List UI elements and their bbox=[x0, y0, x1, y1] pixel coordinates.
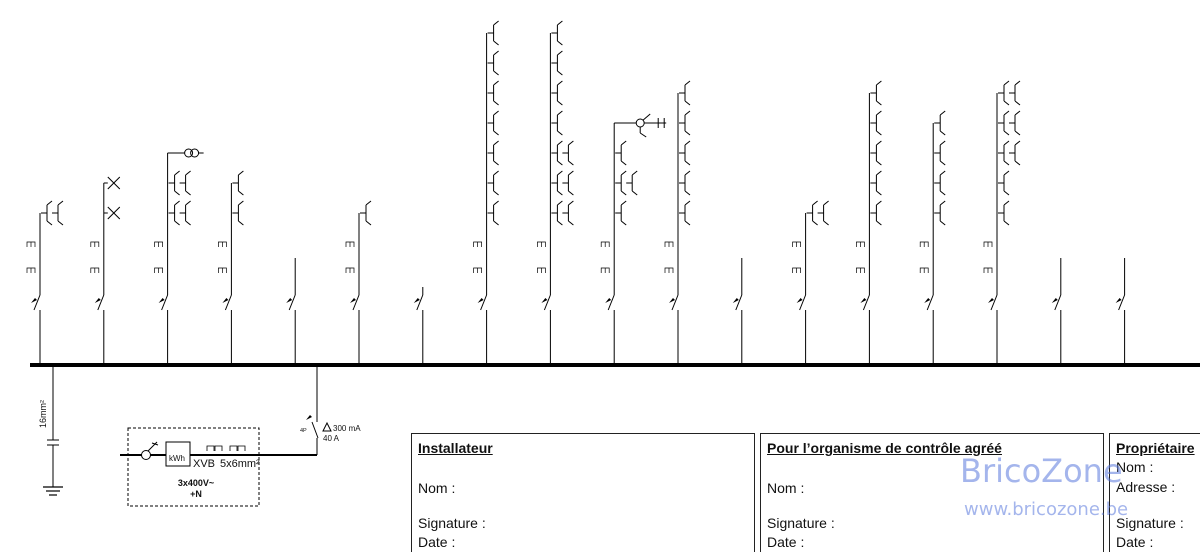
socket-icon bbox=[169, 171, 180, 195]
socket-icon bbox=[551, 81, 562, 105]
meter-cable-type: XVB bbox=[193, 458, 216, 470]
main-differential-breaker bbox=[300, 367, 361, 455]
circuit-p bbox=[984, 81, 1020, 365]
socket-icon bbox=[870, 111, 881, 135]
breaker-contact bbox=[34, 295, 40, 310]
watermark-url: www.bricozone.be bbox=[964, 499, 1129, 520]
circuit-a bbox=[27, 201, 63, 365]
socket-icon bbox=[934, 141, 945, 165]
breaker-contact bbox=[481, 295, 487, 310]
socket-icon bbox=[615, 141, 626, 165]
breaker-trip-mark bbox=[1052, 298, 1058, 303]
socket-icon bbox=[1009, 141, 1020, 165]
socket-icon bbox=[934, 111, 945, 135]
lamp-icon bbox=[636, 119, 644, 127]
socket-icon bbox=[551, 111, 562, 135]
circuit-f bbox=[346, 201, 371, 365]
inspection-name-label: Nom : bbox=[767, 480, 805, 496]
socket-icon bbox=[52, 201, 63, 225]
cable-duct-icon bbox=[27, 242, 35, 273]
cable-duct-icon bbox=[218, 242, 226, 273]
socket-icon bbox=[180, 201, 191, 225]
inspection-date-label: Date : bbox=[767, 534, 805, 550]
meter-box bbox=[128, 428, 260, 506]
breaker-contact bbox=[353, 295, 359, 310]
breaker-contact bbox=[544, 295, 550, 310]
lamp-drop bbox=[640, 127, 646, 137]
socket-icon bbox=[998, 81, 1009, 105]
circuit-j bbox=[601, 114, 666, 365]
socket-icon bbox=[551, 171, 562, 195]
installer-panel bbox=[411, 433, 755, 552]
breaker-contact bbox=[289, 295, 295, 310]
breaker-trip-mark bbox=[159, 298, 165, 303]
owner-name-label: Nom : bbox=[1116, 459, 1154, 475]
inspection-signature-label: Signature : bbox=[767, 515, 835, 531]
circuit-r bbox=[1116, 258, 1125, 365]
socket-icon bbox=[870, 81, 881, 105]
socket-icon bbox=[1009, 111, 1020, 135]
socket-icon bbox=[41, 201, 52, 225]
socket-icon bbox=[679, 111, 690, 135]
circuit-n bbox=[856, 81, 881, 365]
socket-icon bbox=[180, 171, 191, 195]
socket-icon bbox=[562, 201, 573, 225]
main-breaker-sensitivity: 300 mA bbox=[333, 424, 361, 433]
installer-name-label: Nom : bbox=[418, 480, 456, 496]
socket-icon bbox=[488, 21, 499, 45]
socket-icon bbox=[551, 141, 562, 165]
breaker-trip-mark bbox=[414, 298, 420, 303]
socket-icon bbox=[998, 171, 1009, 195]
energy-meter-label: kWh bbox=[169, 454, 185, 463]
earth-section-label: 16mm² bbox=[38, 399, 48, 428]
meter-cable-section: 5x6mm² bbox=[220, 458, 260, 470]
socket-icon bbox=[679, 201, 690, 225]
light-point-icon bbox=[104, 207, 120, 219]
light-point-icon bbox=[104, 177, 120, 189]
socket-icon bbox=[562, 171, 573, 195]
socket-icon bbox=[488, 81, 499, 105]
socket-icon bbox=[551, 51, 562, 75]
installer-title: Installateur bbox=[418, 440, 493, 456]
socket-icon bbox=[870, 201, 881, 225]
breaker-trip-mark bbox=[988, 298, 994, 303]
circuit-g bbox=[414, 287, 423, 365]
cable-duct-icon bbox=[155, 242, 163, 273]
cable-duct-icon bbox=[601, 242, 609, 273]
breaker-contact bbox=[1055, 295, 1061, 310]
socket-icon bbox=[679, 141, 690, 165]
circuit-c bbox=[155, 149, 204, 365]
cable-duct-icon bbox=[474, 242, 482, 273]
breaker-contact bbox=[608, 295, 614, 310]
breaker-trip-mark bbox=[286, 298, 292, 303]
breaker-trip-mark bbox=[95, 298, 101, 303]
socket-icon bbox=[562, 141, 573, 165]
cable-duct-icon bbox=[346, 242, 354, 273]
breaker-trip-mark bbox=[222, 298, 228, 303]
breaker-contact bbox=[225, 295, 231, 310]
socket-icon bbox=[870, 141, 881, 165]
usb-transformer-icon bbox=[191, 149, 199, 157]
circuit-k bbox=[665, 81, 690, 365]
socket-icon bbox=[626, 171, 637, 195]
socket-icon bbox=[488, 201, 499, 225]
socket-icon bbox=[488, 171, 499, 195]
cable-duct-icon bbox=[91, 242, 99, 273]
breaker-trip-mark bbox=[797, 298, 803, 303]
breaker-contact bbox=[927, 295, 933, 310]
socket-icon bbox=[615, 171, 626, 195]
socket-icon bbox=[488, 51, 499, 75]
circuit-m bbox=[793, 201, 829, 365]
socket-icon bbox=[679, 81, 690, 105]
socket-icon bbox=[551, 201, 562, 225]
owner-address-label: Adresse : bbox=[1116, 479, 1176, 495]
socket-icon bbox=[679, 171, 690, 195]
socket-icon bbox=[998, 141, 1009, 165]
breaker-trip-mark bbox=[733, 298, 739, 303]
socket-icon bbox=[232, 201, 243, 225]
inspection-title: Pour l’organisme de contrôle agréé bbox=[767, 440, 1002, 456]
socket-icon bbox=[807, 201, 818, 225]
socket-icon bbox=[818, 201, 829, 225]
socket-icon bbox=[551, 21, 562, 45]
breaker-contact bbox=[98, 295, 104, 310]
breaker-trip-mark bbox=[1116, 298, 1122, 303]
inspection-panel bbox=[760, 433, 1104, 552]
circuit-e bbox=[286, 258, 295, 365]
main-breaker-poles: 4P bbox=[300, 428, 307, 434]
lamp-socket bbox=[644, 118, 666, 128]
circuit-d bbox=[218, 171, 243, 365]
watermark-brand: BricoZone bbox=[960, 452, 1123, 490]
circuit-b bbox=[91, 177, 120, 365]
socket-icon bbox=[615, 201, 626, 225]
breaker-contact bbox=[991, 295, 997, 310]
owner-title: Propriétaire bbox=[1116, 440, 1195, 456]
circuit-h bbox=[474, 21, 499, 365]
socket-icon bbox=[934, 201, 945, 225]
socket-icon bbox=[870, 171, 881, 195]
breaker-contact bbox=[800, 295, 806, 310]
socket-icon bbox=[232, 171, 243, 195]
installer-signature-label: Signature : bbox=[418, 515, 486, 531]
cable-duct-icon bbox=[856, 242, 864, 273]
owner-panel bbox=[1109, 433, 1200, 552]
circuit-o bbox=[920, 111, 945, 365]
breaker-contact bbox=[863, 295, 869, 310]
socket-icon bbox=[488, 111, 499, 135]
breaker-contact bbox=[162, 295, 168, 310]
socket-icon bbox=[934, 171, 945, 195]
supply-voltage: 3x400V~ bbox=[177, 478, 215, 488]
circuit-l bbox=[733, 258, 742, 365]
main-breaker-rating: 40 A bbox=[323, 434, 340, 443]
socket-icon bbox=[488, 141, 499, 165]
breaker-contact bbox=[672, 295, 678, 310]
breaker-trip-mark bbox=[669, 298, 675, 303]
socket-icon bbox=[1009, 81, 1020, 105]
cable-duct-icon bbox=[665, 242, 673, 273]
supply-neutral: +N bbox=[190, 489, 202, 499]
breaker-trip-mark bbox=[924, 298, 930, 303]
breaker-trip-mark bbox=[860, 298, 866, 303]
socket-icon bbox=[360, 201, 371, 225]
cable-duct-icon bbox=[984, 242, 992, 273]
circuit-i bbox=[537, 21, 573, 365]
breaker-trip-mark bbox=[605, 298, 611, 303]
breaker-contact bbox=[1119, 295, 1125, 310]
breaker-trip-mark bbox=[478, 298, 484, 303]
cable-duct-icon bbox=[537, 242, 545, 273]
socket-icon bbox=[998, 111, 1009, 135]
socket-icon bbox=[998, 201, 1009, 225]
owner-signature-label: Signature : bbox=[1116, 515, 1184, 531]
owner-date-label: Date : bbox=[1116, 534, 1154, 550]
circuit-q bbox=[1052, 258, 1061, 365]
cable-duct-icon bbox=[793, 242, 801, 273]
breaker-trip-mark bbox=[541, 298, 547, 303]
lamp-switch bbox=[643, 114, 650, 120]
earth-section bbox=[38, 367, 63, 495]
installer-date-label: Date : bbox=[418, 534, 456, 550]
breaker-contact bbox=[736, 295, 742, 310]
breaker-trip-mark bbox=[31, 298, 37, 303]
breaker-contact bbox=[417, 295, 423, 310]
breaker-trip-mark bbox=[350, 298, 356, 303]
socket-icon bbox=[169, 201, 180, 225]
cable-duct-icon bbox=[920, 242, 928, 273]
